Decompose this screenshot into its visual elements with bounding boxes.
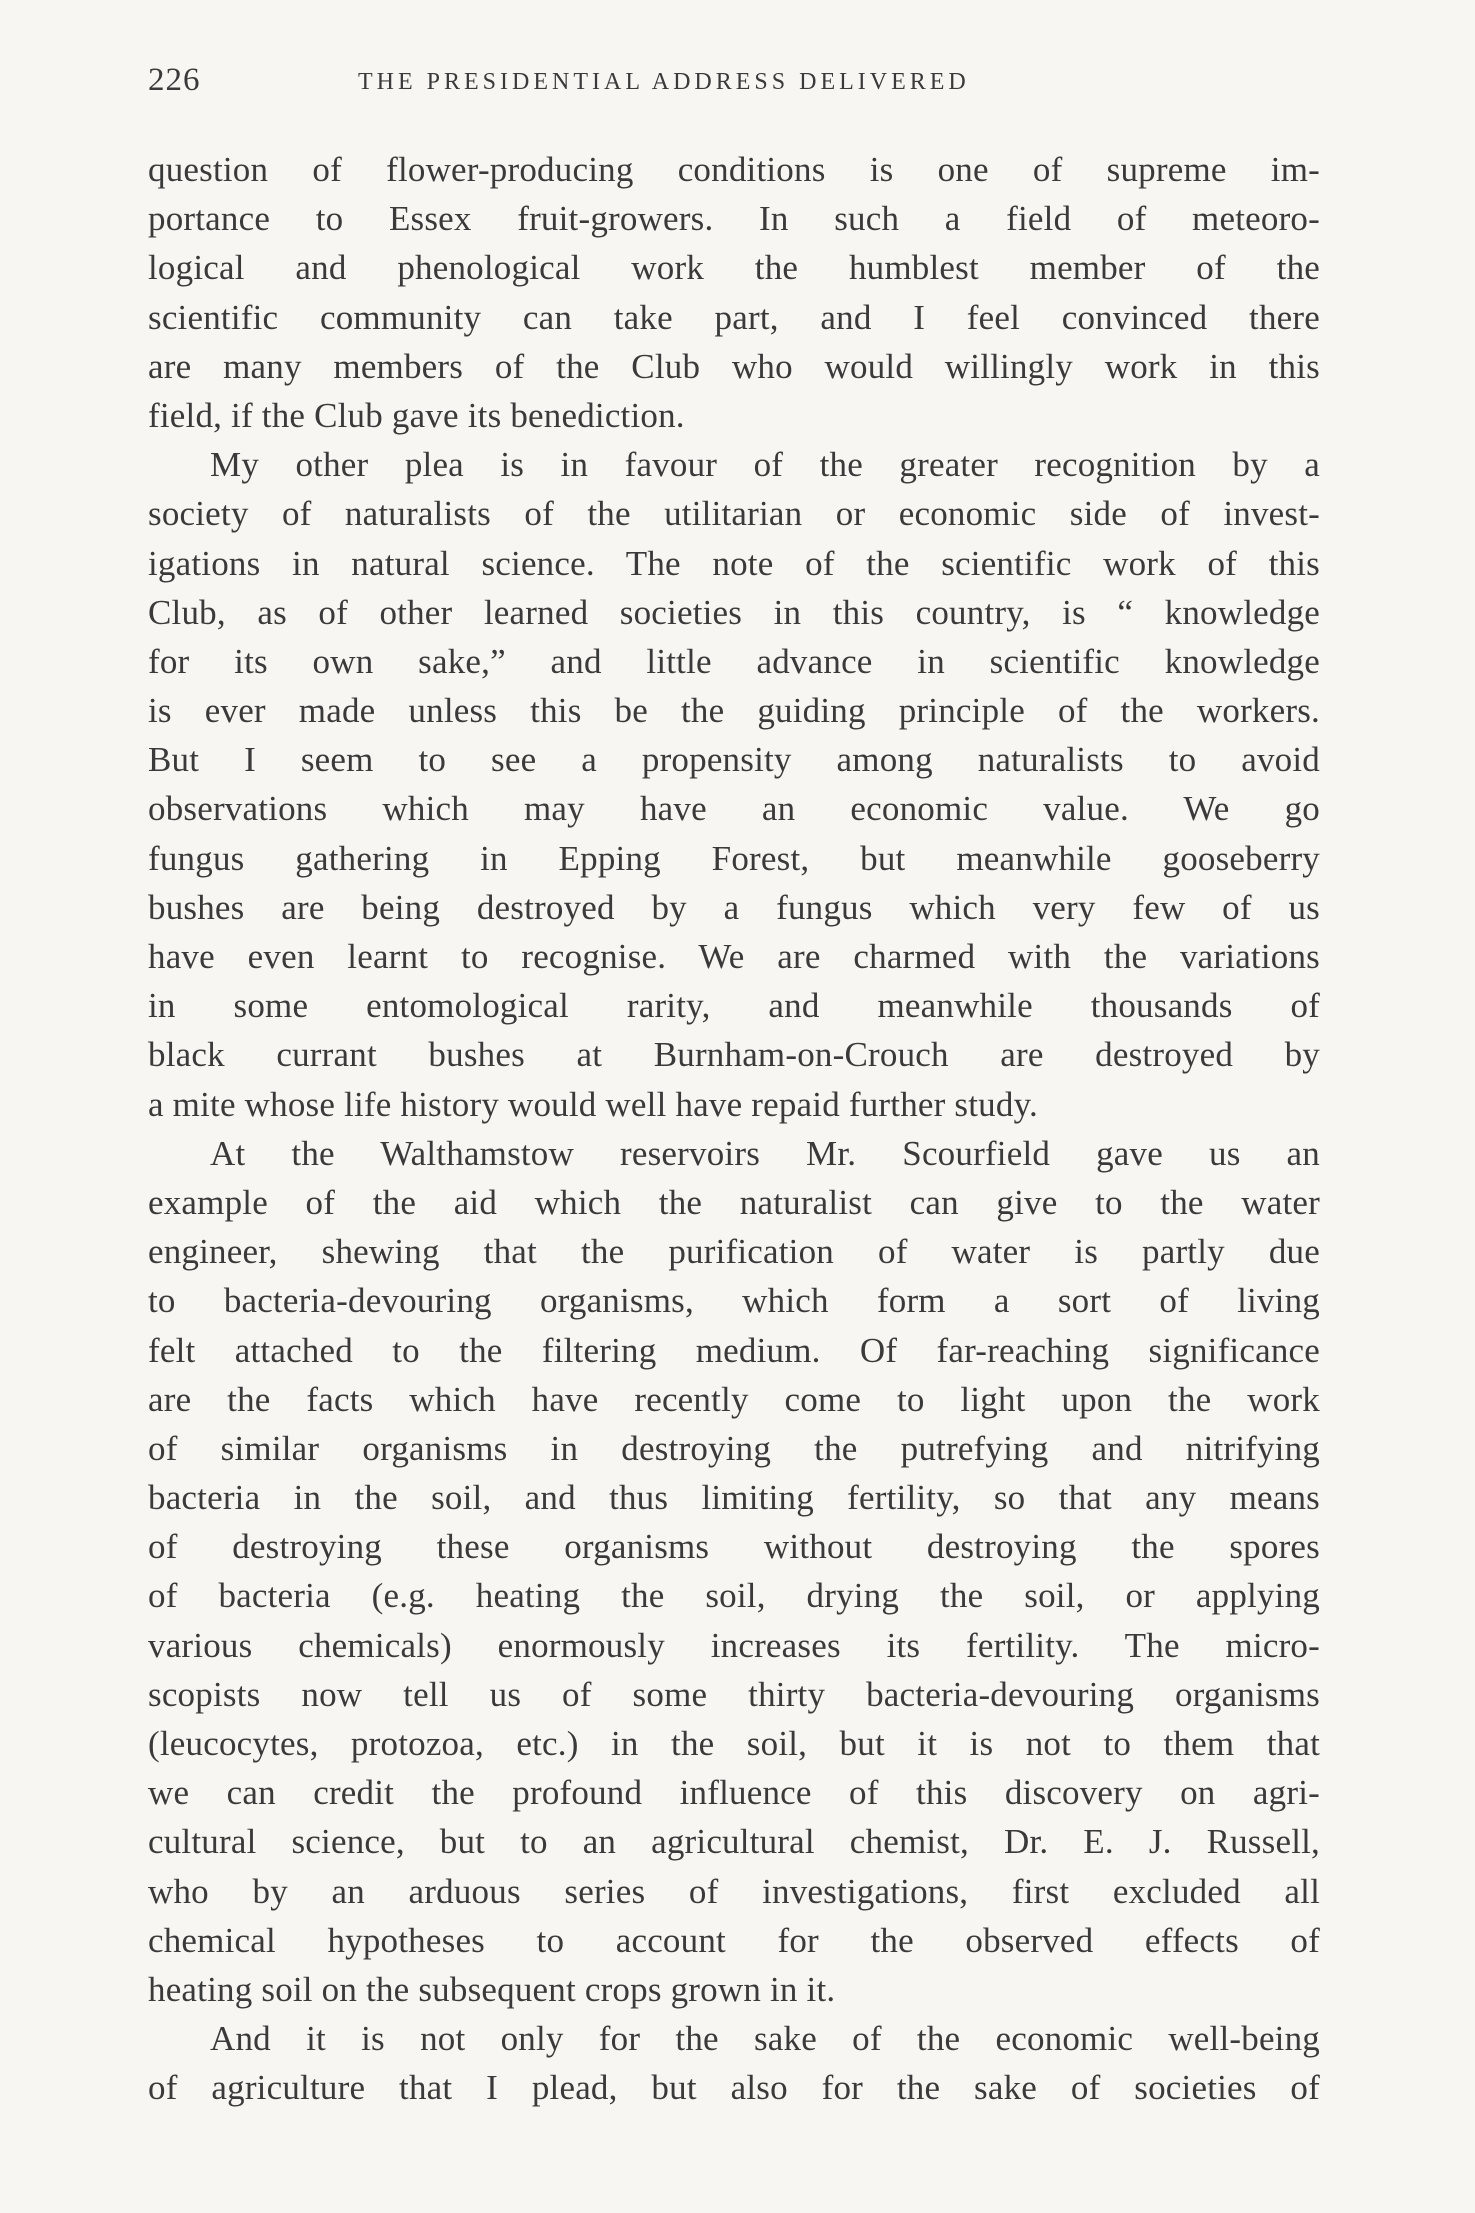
paragraph-start-line: My other plea is in favour of the greater recognition by a [210, 445, 1320, 485]
text-line: have even learnt to recognise. We are charmed with the variations [148, 937, 1320, 976]
text-line: engineer, shewing that the purification of water is partly due [148, 1232, 1320, 1272]
text-line: fungus gathering in Epping Forest, but meanwhile gooseberry [148, 838, 1320, 878]
page-header [148, 62, 1328, 112]
text-line: who by an arduous series of investigations, first excluded all [148, 1871, 1320, 1911]
paragraph-end-line: heating soil on the subsequent crops grown in it. [148, 1969, 836, 2009]
text-line: to bacteria-devouring organisms, which form a sort of living [148, 1281, 1320, 1321]
text-line: cultural science, but to an agricultural chemist, Dr. E. J. Russell, [148, 1822, 1320, 1862]
text-line: society of naturalists of the utilitarian or economic side of invest- [148, 494, 1320, 534]
body-text [148, 145, 1320, 2113]
text-line: Club, as of other learned societies in this country, is “ knowledge [148, 592, 1320, 632]
text-line: observations which may have an economic value. We go [148, 789, 1320, 829]
text-line: But I seem to see a propensity among naturalists to avoid [148, 740, 1320, 780]
text-line: are many members of the Club who would willingly work in this [148, 346, 1320, 386]
text-line: bacteria in the soil, and thus limiting fertility, so that any means [148, 1478, 1320, 1518]
paragraph-end-line: field, if the Club gave its benediction. [148, 395, 685, 435]
text-line: example of the aid which the naturalist can give to the water [148, 1182, 1320, 1222]
running-title: THE PRESIDENTIAL ADDRESS DELIVERED [358, 69, 970, 95]
text-line: question of flower-producing conditions is one of supreme im- [148, 150, 1320, 189]
text-line: of destroying these organisms without destroying the spores [148, 1527, 1320, 1567]
text-line: of bacteria (e.g. heating the soil, drying the soil, or applying [148, 1576, 1320, 1616]
text-line: logical and phenological work the humblest member of the [148, 248, 1320, 288]
text-line: (leucocytes, protozoa, etc.) in the soil, but it is not to them that [148, 1724, 1320, 1763]
text-line: is ever made unless this be the guiding principle of the workers. [148, 691, 1320, 731]
text-line: we can credit the profound influence of this discovery on agri- [148, 1773, 1320, 1813]
text-line: in some entomological rarity, and meanwhile thousands of [148, 986, 1320, 1026]
text-line: are the facts which have recently come to light upon the work [148, 1379, 1320, 1419]
text-line: portance to Essex fruit-growers. In such a field of meteoro- [148, 199, 1320, 239]
paragraph-end-line: a mite whose life history would well have repaid further study. [148, 1084, 1038, 1124]
page-number: 226 [148, 62, 201, 98]
text-line: scientific community can take part, and I feel convinced there [148, 297, 1320, 337]
text-line: of agriculture that I plead, but also for the sake of societies of [148, 2068, 1320, 2108]
text-line: felt attached to the filtering medium. Of far-reaching significance [148, 1330, 1320, 1370]
text-line: black currant bushes at Burnham-on-Crouch are destroyed by [148, 1035, 1320, 1075]
paragraph-start-line: And it is not only for the sake of the economic well-being [210, 2019, 1320, 2059]
text-line: scopists now tell us of some thirty bacteria-devouring organisms [148, 1674, 1320, 1714]
text-line: igations in natural science. The note of the scientific work of this [148, 543, 1320, 583]
text-line: of similar organisms in destroying the putrefying and nitrifying [148, 1428, 1320, 1468]
text-line: various chemicals) enormously increases its fertility. The micro- [148, 1625, 1320, 1665]
paragraph-start-line: At the Walthamstow reservoirs Mr. Scourfield gave us an [210, 1133, 1320, 1173]
text-line: bushes are being destroyed by a fungus which very few of us [148, 887, 1320, 927]
text-line: chemical hypotheses to account for the observed effects of [148, 1920, 1320, 1960]
text-line: for its own sake,” and little advance in scientific knowledge [148, 641, 1320, 681]
